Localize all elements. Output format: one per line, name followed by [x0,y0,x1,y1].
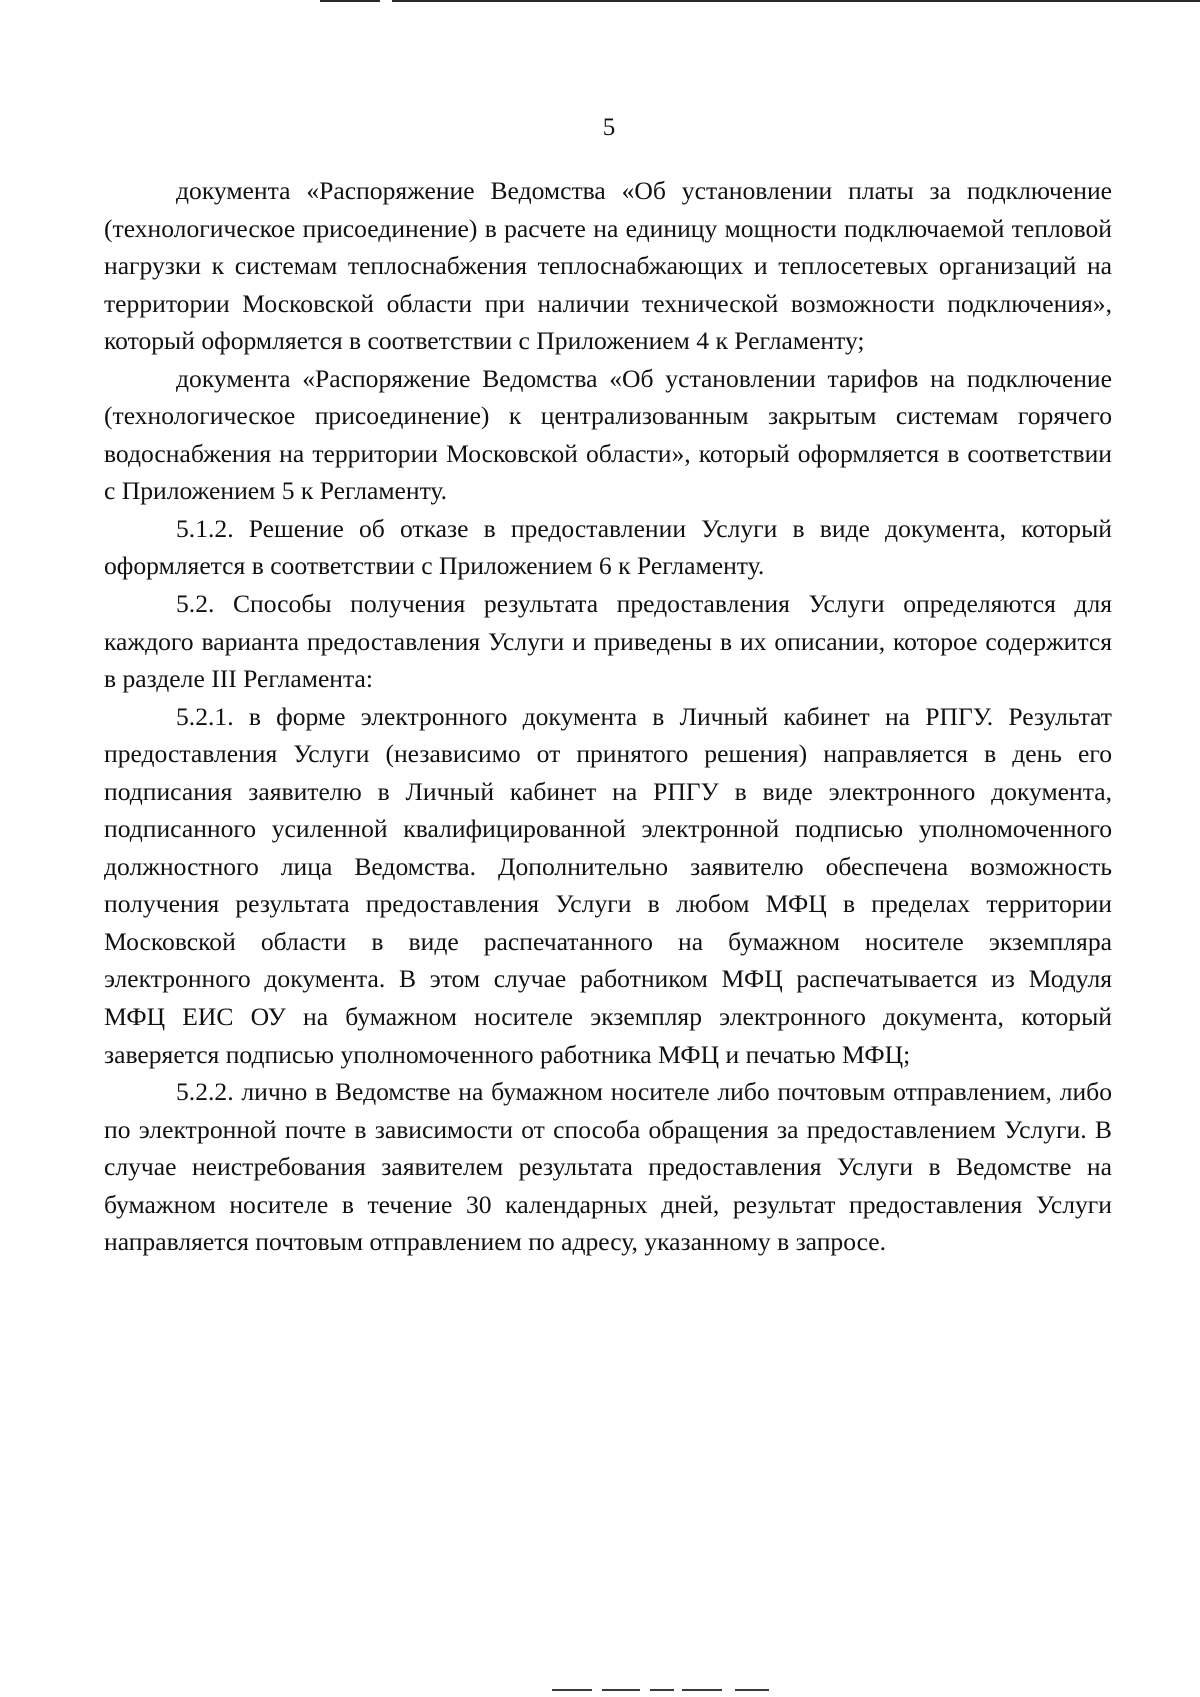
scan-edge-bottom-4 [682,1689,722,1691]
paragraph-5-2-1: 5.2.1. в форме электронного документа в Личный кабинет на РПГУ. Результат предоставления Услуги (независимо от принятого решения) направляется в день его подписания заявителю в Личный кабинет на РПГУ в виде электронного документа, подписанного усиленной квалифицированной электронной подписью уполномоченного должностного лица Ведомства. Дополнительно заявителю обеспечена возможность получения результата предоставления Услуги в любом МФЦ в пределах территории Московской области в виде распечатанного на бумажном носителе экземпляра электронного документа. В этом случае работником МФЦ распечатывается из Модуля МФЦ ЕИС ОУ на бумажном носителе экземпляр электронного документа, который заверяется подписью уполномоченного работника МФЦ и печатью МФЦ; [104,701,1112,1069]
paragraph-5-1-2: 5.1.2. Решение об отказе в предоставлении Услуги в виде документа, который оформляется в соответствии с Приложением 6 к Регламенту. [104,513,1112,581]
paragraph-heat-supply-fee: документа «Распоряжение Ведомства «Об установлении платы за подключение (технологическое присоединение) в расчете на единицу мощности подключаемой тепловой нагрузки к системам теплоснабжения теплоснабжающих и теплосетевых организаций на территории Московской области при наличии технической возможности подключения», который оформляется в соответствии с Приложением 4 к Регламенту; [104,176,1112,356]
scan-edge-top-left [320,0,380,2]
paragraph-5-2: 5.2. Способы получения результата предоставления Услуги определяются для каждого варианта предоставления Услуги и приведены в их описании, которое содержится в разделе III Регламента: [104,589,1112,694]
paragraph-hot-water-tariff: документа «Распоряжение Ведомства «Об установлении тарифов на подключение (технологическое присоединение) к централизованным закрытым системам горячего водоснабжения на территории Московской области», который оформляется в соответствии с Приложением 5 к Регламенту. [104,363,1112,506]
paragraph-5-2-2: 5.2.2. лично в Ведомстве на бумажном носителе либо почтовым отправлением, либо по электронной почте в зависимости от способа обращения за предоставлением Услуги. В случае неистребования заявителем результата предоставления Услуги в Ведомстве на бумажном носителе в течение 30 календарных дней, результат предоставления Услуги направляется почтовым отправлением по адресу, указанному в запросе. [104,1077,1112,1257]
scan-edge-bottom-1 [552,1689,592,1691]
document-body [104,172,1112,1261]
scan-edge-bottom-3 [650,1689,674,1691]
scan-edge-bottom-5 [735,1689,769,1691]
scan-edge-bottom-2 [602,1689,640,1691]
scan-edge-top-right [392,0,1200,2]
page-number: 5 [602,114,616,141]
